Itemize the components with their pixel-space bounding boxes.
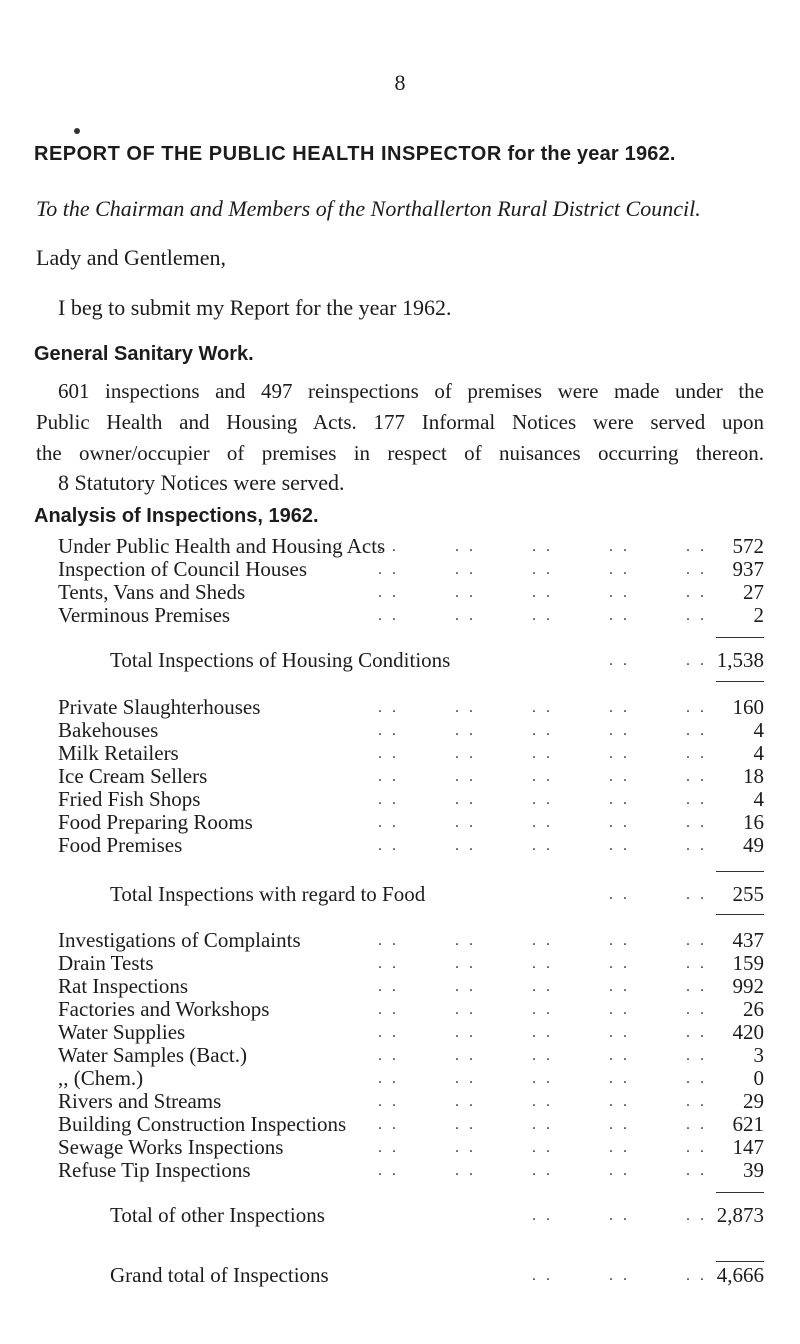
- total-rule: [58, 1261, 764, 1262]
- table-row: [58, 834, 764, 857]
- row-value: 937: [732, 557, 764, 581]
- row-label: Bakehouses: [58, 718, 159, 742]
- table-row: [58, 1067, 764, 1090]
- row-dots: . . . . . . . . . .: [378, 1001, 728, 1018]
- general-sanitary-heading: General Sanitary Work.: [34, 343, 254, 365]
- row-dots: . . . . . . . . . .: [378, 814, 728, 831]
- food-group: [58, 696, 764, 857]
- row-dots: . . . . . . . . . .: [378, 538, 728, 555]
- row-dots: . . . . . . . . . .: [378, 561, 728, 578]
- row-label: Building Construction Inspections: [58, 1112, 347, 1136]
- table-row: [58, 975, 764, 998]
- report-title: [34, 143, 774, 166]
- row-dots: . . . . . . . . . .: [378, 837, 728, 854]
- row-dots: . . . . . .: [532, 1207, 728, 1224]
- row-label: Investigations of Complaints: [58, 928, 301, 952]
- row-dots: . . . . . . . . . .: [378, 932, 728, 949]
- other-group: [58, 929, 764, 1182]
- general-sanitary-paragraph: [36, 376, 764, 469]
- row-dots: . . . . . . . . . .: [378, 699, 728, 716]
- table-row: [58, 558, 764, 581]
- table-row: [58, 788, 764, 811]
- table-row: [58, 811, 764, 834]
- table-row: [58, 1136, 764, 1159]
- row-label: Total Inspections with regard to Food: [110, 882, 426, 906]
- row-label: Milk Retailers: [58, 741, 179, 765]
- row-label: Total Inspections of Housing Conditions: [110, 648, 451, 672]
- row-label: Private Slaughterhouses: [58, 695, 261, 719]
- row-value: 0: [753, 1066, 764, 1090]
- row-label: Ice Cream Sellers: [58, 764, 208, 788]
- row-label: Tents, Vans and Sheds: [58, 580, 246, 604]
- row-value: 3: [753, 1043, 764, 1067]
- table-row: [58, 1044, 764, 1067]
- total-rule: [58, 914, 764, 915]
- total-other-row: [58, 1204, 764, 1227]
- total-rule: [58, 637, 764, 638]
- row-value: 992: [732, 974, 764, 998]
- row-dots: . . . . . . . . . .: [378, 791, 728, 808]
- row-value: 4: [753, 741, 764, 765]
- row-label: Rat Inspections: [58, 974, 189, 998]
- grand-total-row: [58, 1264, 764, 1287]
- row-label: Sewage Works Inspections: [58, 1135, 284, 1159]
- table-row: [58, 1159, 764, 1182]
- row-dots: . . . . . .: [532, 1267, 728, 1284]
- row-value: 255: [732, 882, 764, 906]
- row-value: 49: [743, 833, 764, 857]
- row-value: 18: [743, 764, 764, 788]
- page-number: 8: [394, 70, 406, 95]
- total-food-row: [58, 883, 764, 906]
- row-dots: . . . . . . . . . .: [378, 1024, 728, 1041]
- row-label: Total of other Inspections: [110, 1203, 325, 1227]
- row-dots: . . . . . . . . . .: [378, 722, 728, 739]
- report-title-year: for the year 1962.: [507, 143, 676, 165]
- statutory-notices-line: 8 Statutory Notices were served.: [58, 470, 345, 495]
- table-row: [58, 535, 764, 558]
- addressee: To the Chairman and Members of the Northallerton Rural District Council.: [36, 196, 701, 221]
- row-value: 621: [732, 1112, 764, 1136]
- row-dots: . . . . . . . . . .: [378, 584, 728, 601]
- table-row: [58, 1113, 764, 1136]
- row-value: 27: [743, 580, 764, 604]
- row-value: 4,666: [716, 1263, 764, 1287]
- row-label: Verminous Premises: [58, 603, 231, 627]
- table-row: [58, 696, 764, 719]
- row-label: Water Samples (Bact.): [58, 1043, 247, 1067]
- row-value: 4: [753, 787, 764, 811]
- bullet-mark: [74, 128, 80, 134]
- row-dots: . . . . . . . . . .: [378, 1093, 728, 1110]
- row-value: 29: [743, 1089, 764, 1113]
- intro-line: I beg to submit my Report for the year 1962.: [58, 295, 452, 320]
- row-dots: . . . . . . . . . .: [378, 607, 728, 624]
- row-value: 160: [732, 695, 764, 719]
- row-dots: . . . .: [609, 652, 728, 669]
- total-rule: [58, 871, 764, 872]
- report-title-main: REPORT OF THE PUBLIC HEALTH INSPECTOR: [34, 143, 502, 165]
- row-dots: . . . . . . . . . .: [378, 955, 728, 972]
- total-housing-row: [58, 649, 764, 672]
- row-label: Food Preparing Rooms: [58, 810, 253, 834]
- paragraph-line: the owner/occupier of premises in respect of nuisances occurring thereon.: [36, 441, 764, 465]
- row-label: Factories and Workshops: [58, 997, 270, 1021]
- row-value: 26: [743, 997, 764, 1021]
- row-value: 39: [743, 1158, 764, 1182]
- table-row: [58, 765, 764, 788]
- row-dots: . . . . . . . . . .: [378, 745, 728, 762]
- row-label: Under Public Health and Housing Acts: [58, 534, 386, 558]
- table-row: [58, 1090, 764, 1113]
- row-value: 420: [732, 1020, 764, 1044]
- row-dots: . . . . . . . . . .: [378, 978, 728, 995]
- row-label: Refuse Tip Inspections: [58, 1158, 251, 1182]
- row-label: Food Premises: [58, 833, 183, 857]
- table-row: [58, 742, 764, 765]
- table-row: [58, 1021, 764, 1044]
- row-value: 16: [743, 810, 764, 834]
- total-rule: [58, 681, 764, 682]
- row-value: 437: [732, 928, 764, 952]
- row-value: 1,538: [716, 648, 764, 672]
- total-rule: [58, 1192, 764, 1193]
- row-label: ,, (Chem.): [58, 1066, 144, 1090]
- row-label: Rivers and Streams: [58, 1089, 222, 1113]
- row-value: 2,873: [716, 1203, 764, 1227]
- table-row: [58, 719, 764, 742]
- row-dots: . . . . . . . . . .: [378, 768, 728, 785]
- row-dots: . . . . . . . . . .: [378, 1047, 728, 1064]
- table-row: [58, 998, 764, 1021]
- table-row: [58, 952, 764, 975]
- paragraph-line: Public Health and Housing Acts. 177 Informal Notices were served upon: [36, 410, 764, 434]
- row-dots: . . . . . . . . . .: [378, 1162, 728, 1179]
- analysis-heading: Analysis of Inspections, 1962.: [34, 505, 319, 527]
- row-label: Water Supplies: [58, 1020, 186, 1044]
- row-dots: . . . .: [609, 886, 728, 903]
- table-row: [58, 604, 764, 627]
- table-row: [58, 581, 764, 604]
- row-value: 2: [753, 603, 764, 627]
- row-value: 159: [732, 951, 764, 975]
- paragraph-line: 601 inspections and 497 reinspections of premises were made under the: [58, 379, 764, 403]
- row-value: 572: [732, 534, 764, 558]
- inspections-table: [58, 535, 764, 1287]
- salutation: Lady and Gentlemen,: [36, 245, 226, 270]
- row-dots: . . . . . . . . . .: [378, 1116, 728, 1133]
- row-label: Inspection of Council Houses: [58, 557, 308, 581]
- row-label: Drain Tests: [58, 951, 154, 975]
- row-value: 4: [753, 718, 764, 742]
- housing-group: [58, 535, 764, 627]
- row-label: Fried Fish Shops: [58, 787, 201, 811]
- row-label: Grand total of Inspections: [110, 1263, 329, 1287]
- row-dots: . . . . . . . . . .: [378, 1070, 728, 1087]
- row-value: 147: [732, 1135, 764, 1159]
- table-row: [58, 929, 764, 952]
- row-dots: . . . . . . . . . .: [378, 1139, 728, 1156]
